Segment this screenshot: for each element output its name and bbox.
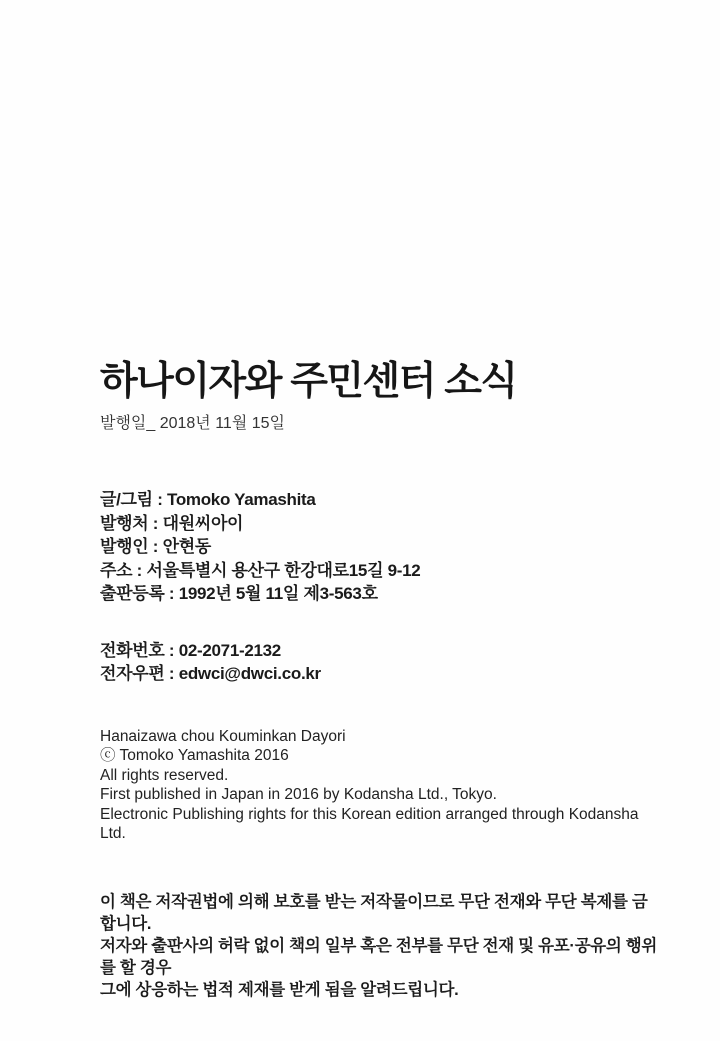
book-title: 하나이자와 주민센터 소식 [100,360,517,403]
legal-line: 이 책은 저작권법에 의해 보호를 받는 저작물이므로 무단 전재와 무단 복제를 금합니다. [100,892,648,933]
publisher-person-line: 발행인 : 안현동 [100,537,211,556]
publisher-line: 발행처 : 대원씨아이 [100,513,244,533]
original-title-line: Hanaizawa chou Kouminkan Dayori [100,727,346,745]
registration-line: 출판등록 : 1992년 5월 11일 제3-563호 [100,584,378,603]
contact-info-block [100,639,660,686]
address-line: 주소 : 서울특별시 용산구 한강대로15길 9-12 [100,560,421,580]
legal-line: 그에 상응하는 법적 제재를 받게 됨을 알려드립니다. [100,980,459,999]
legal-line: 저자와 출판사의 허락 없이 책의 일부 혹은 전부를 무단 전재 및 유포·공유의 행위를 할 경우 [100,936,658,977]
rights-reserved-line: All rights reserved. [100,766,229,784]
first-published-line: First published in Japan in 2016 by Kodansha Ltd., Tokyo. [100,786,497,803]
legal-notice-block [100,891,660,1001]
publication-info-block [100,488,660,606]
copyright-notice-block [100,727,660,844]
author-line: 글/그림 : Tomoko Yamashita [100,490,316,509]
phone-line: 전화번호 : 02-2071-2132 [100,640,281,660]
issue-date: 발행일_ 2018년 11월 15일 [100,415,285,432]
publishing-rights-line: Electronic Publishing rights for this Korean edition arranged through Kodansha Ltd. [100,805,639,842]
email-line: 전자우편 : edwci@dwci.co.kr [100,664,321,683]
copyright-holder-line: ⓒ Tomoko Yamashita 2016 [100,747,289,764]
